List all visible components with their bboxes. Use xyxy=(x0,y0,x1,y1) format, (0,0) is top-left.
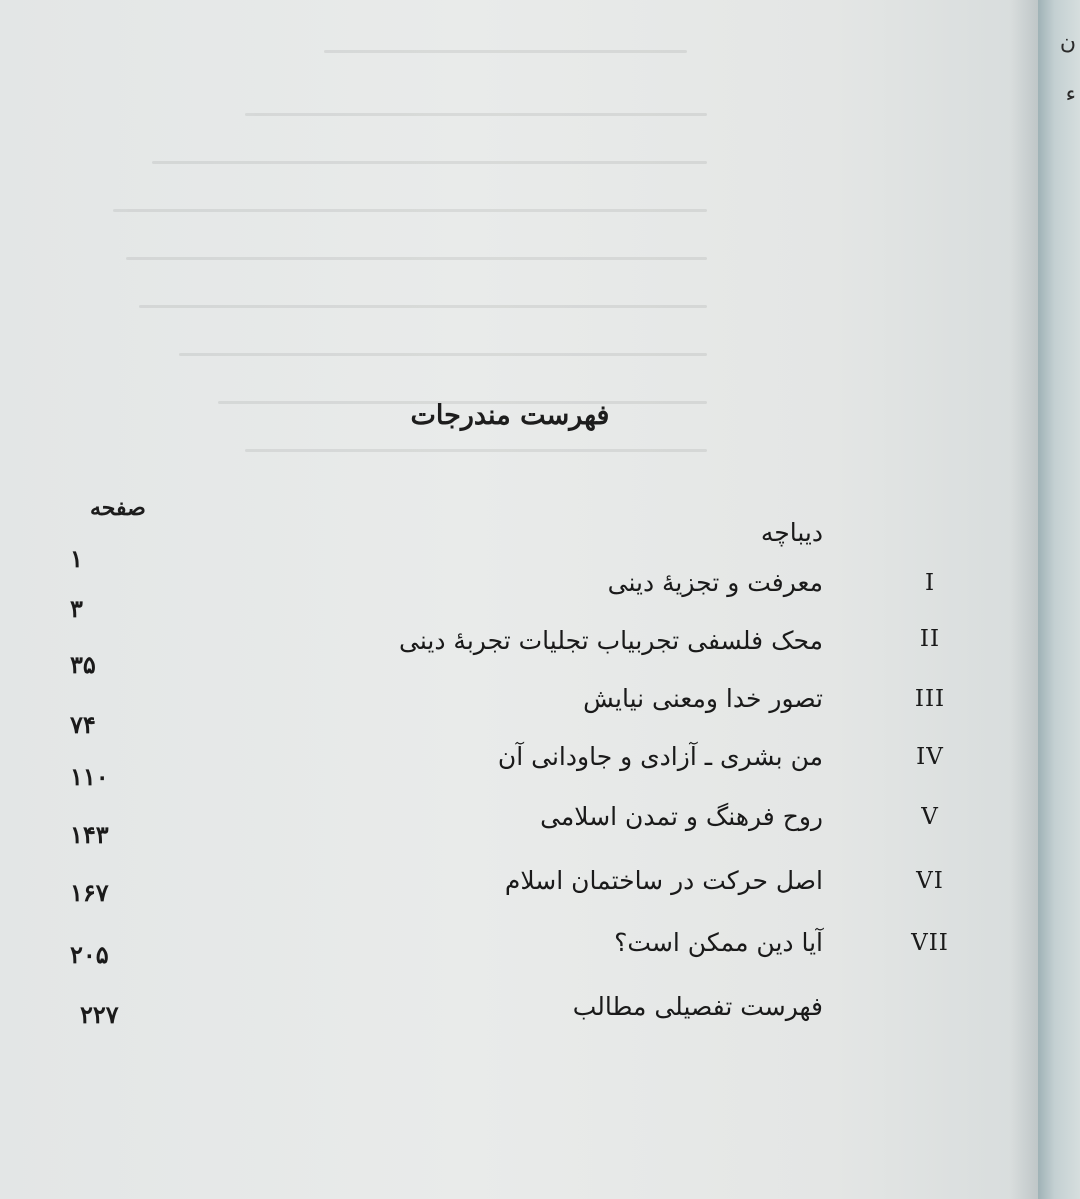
toc-entry-number: I xyxy=(924,570,936,596)
adjacent-page-glyph: ن xyxy=(1059,30,1076,55)
toc-entry-number: II xyxy=(919,626,941,652)
toc-entry-title: تصور خدا ومعنی نیایش xyxy=(583,684,823,713)
toc-entry-3 xyxy=(0,684,1038,744)
toc-entry-2 xyxy=(0,624,1038,684)
toc-entry-title: دیباچه xyxy=(760,518,823,547)
toc-entry-title: اصل حرکت در ساختمان اسلام xyxy=(504,866,823,895)
bleed-through-text xyxy=(60,30,720,550)
toc-entry-number: III xyxy=(914,686,946,712)
toc-entry-page: ۱۴۳ xyxy=(70,820,109,849)
toc-entry-number: VII xyxy=(911,930,949,956)
toc-entry-page: ۲۰۵ xyxy=(70,940,109,969)
toc-entry-page: ۳۵ xyxy=(70,650,96,679)
toc-entry-title: معرفت و تجزیهٔ دینی xyxy=(607,568,823,597)
toc-entry-number: IV xyxy=(916,744,944,770)
toc-entry-4 xyxy=(0,742,1038,802)
toc-entry-title: فهرست تفصیلی مطالب xyxy=(572,992,823,1021)
page-edge-shadow xyxy=(1010,0,1038,1199)
toc-entry-title: روح فرهنگ و تمدن اسلامی xyxy=(540,802,823,831)
page-column-header: صفحه xyxy=(90,495,146,521)
adjacent-page-edge xyxy=(1038,0,1080,1199)
toc-entry-page: ۱۱۰ xyxy=(70,762,109,791)
toc-entry-5 xyxy=(0,802,1038,862)
toc-entry-number: VI xyxy=(916,868,944,894)
toc-entry-number: V xyxy=(921,804,939,830)
toc-entry-page: ۱ xyxy=(70,544,83,573)
adjacent-page-glyph: ء xyxy=(1065,82,1076,107)
toc-entry-page: ۲۲۷ xyxy=(80,1000,119,1029)
toc-entry-7 xyxy=(0,926,1038,986)
toc-entry-1 xyxy=(0,566,1038,626)
toc-entry-title: محک فلسفی تجربیاب تجلیات تجربهٔ دینی xyxy=(399,626,823,655)
toc-heading: فهرست مندرجات xyxy=(410,400,610,431)
toc-entry-page: ۷۴ xyxy=(70,710,96,739)
toc-entry-title: من بشری ـ آزادی و جاودانی آن xyxy=(497,742,823,771)
toc-entry-page: ۱۶۷ xyxy=(70,878,109,907)
toc-entry-detailed-contents xyxy=(0,990,1038,1050)
toc-entry-6 xyxy=(0,864,1038,924)
toc-entry-page: ۳ xyxy=(70,594,83,623)
toc-entry-title: آیا دین ممکن است؟ xyxy=(614,928,823,957)
